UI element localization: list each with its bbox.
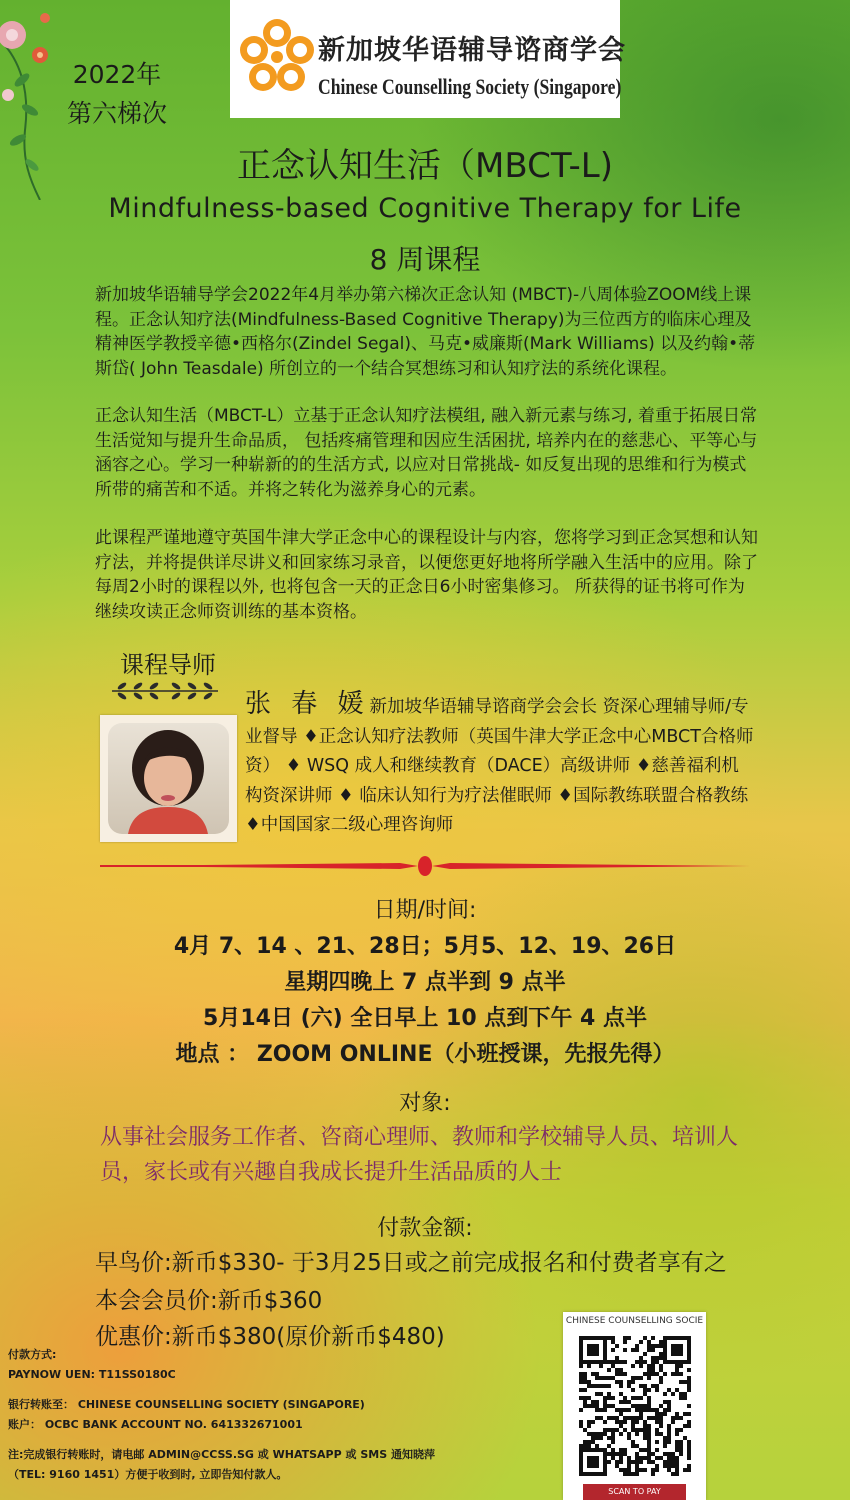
early-bird-fee: 早鸟价:新币$330- 于3月25日或之前完成报名和付费者享有之 <box>95 1250 727 1276</box>
batch-line: 第六梯次 <box>66 99 167 128</box>
bank-transfer-to: 银行转账至： CHINESE COUNSELLING SOCIETY (SINGAPORE) <box>8 1398 365 1411</box>
payment-note-contact: （TEL: 9160 1451）方便于收到时, 立即告知付款人。 <box>8 1468 288 1481</box>
tutor-portrait <box>108 723 229 834</box>
tutor-bio <box>245 690 755 841</box>
paynow-uen: PAYNOW UEN: T11SS0180C <box>8 1368 176 1381</box>
scan-to-pay-button[interactable]: SCAN TO PAY <box>583 1484 686 1500</box>
flower-logo-icon <box>240 12 314 102</box>
society-logo <box>230 0 626 118</box>
paynow-qr-card[interactable] <box>563 1312 706 1500</box>
payment-note: 注:完成银行转账时，请电邮 ADMIN@CCSS.SG 或 WHATSAPP 或 SMS 通知晓萍 <box>8 1448 435 1461</box>
schedule-full-day: 5月14日 (六) 全日早上 10 点到下午 4 点半 <box>203 1006 647 1031</box>
discount-fee: 优惠价:新币$380(原价新币$480) <box>95 1324 445 1350</box>
audience-text: 从事社会服务工作者、咨商心理师、教师和学校辅导人员、培训人员，家长或有兴趣自我成长提升生活品质的人士 <box>100 1125 739 1185</box>
member-fee: 本会会员价:新币$360 <box>95 1288 323 1314</box>
intro-paragraph: 新加坡华语辅导学会2022年4月举办第六梯次正念认知 (MBCT)-八周体验ZOOM线上课程。正念认知疗法(Mindfulness-Based Cognitive Therapy)为三位西方的临床心理及精神医学教授辛德•西格尔(Zindel Segal)、马克•威廉斯(Mark Williams) 以及约翰•蒂斯岱( John Teasdale) 所创立的一个结合冥想练习和认知疗法的系统化课程。 <box>95 285 756 379</box>
laurel-ornament-icon <box>110 680 220 702</box>
payment-method-label: 付款方式: <box>8 1348 57 1361</box>
mbctl-paragraph: 正念认知生活（MBCT-L）立基于正念认知疗法模组, 融入新元素与练习, 着重于拓展日常生活觉知与提升生命品质， 包括疼痛管理和因应生活困扰, 培养内在的慈悲心、平等心与涵容之心。学习一种崭新的的生活方式, 以应对日常挑战- 如反复出现的思维和行为模式所带的痛苦和不适。并将之转化为滋养身心的元素。 <box>95 406 758 500</box>
bank-account: 账户： OCBC BANK ACCOUNT NO. 641332671001 <box>8 1418 303 1431</box>
logo-chinese-name: 新加坡华语辅导谘商学会 <box>318 35 626 66</box>
qr-title: CHINESE COUNSELLING SOCIE <box>565 1316 704 1326</box>
schedule-heading: 日期/时间: <box>373 898 477 923</box>
course-title-english: Mindfulness-based Cognitive Therapy for Life <box>108 193 742 224</box>
qr-code-icon[interactable] <box>579 1336 691 1476</box>
schedule-dates: 4月 7、14 、21、28日；5月5、12、19、26日 <box>173 934 677 959</box>
schedule-venue: 地点 ： ZOOM ONLINE（小班授课，先报先得） <box>175 1042 675 1067</box>
audience-heading: 对象: <box>399 1091 451 1116</box>
tutor-photo <box>100 715 237 842</box>
tutor-name: 张 春 媛 <box>245 689 370 719</box>
logo-english-name: Chinese Counselling Society (Singapore) <box>318 74 622 99</box>
fees-heading: 付款金额: <box>377 1216 473 1241</box>
course-title-chinese: 正念认知生活（MBCT-L) <box>237 146 613 186</box>
portrait-icon <box>108 723 229 834</box>
year-line: 2022年 <box>72 60 162 89</box>
course-duration: 8 周课程 <box>369 243 481 276</box>
tutor-heading: 课程导师 <box>120 651 216 679</box>
red-divider <box>100 851 750 881</box>
tutor-credentials: 新加坡华语辅导谘商学会会长 资深心理辅导师/专业督导 ♦正念认知疗法教师（英国牛津大学正念中心MBCT合格师资） ♦ WSQ 成人和继续教育（DACE）高级讲师 ♦慈善福利机构资深讲师 ♦ 临床认知行为疗法催眠师 ♦国际教练联盟合格教练 ♦中国国家二级心理咨询师 <box>245 697 754 835</box>
schedule-time: 星期四晚上 7 点半到 9 点半 <box>284 970 566 995</box>
curriculum-paragraph: 此课程严谨地遵守英国牛津大学正念中心的课程设计与内容，您将学习到正念冥想和认知疗法，并将提供详尽讲义和回家练习录音，以便您更好地将所学融入生活中的应用。除了每周2小时的课程以外, 也将包含一天的正念日6小时密集修习。 所获得的证书将可作为继续攻读正念师资训练的基本资格。 <box>95 528 758 622</box>
year-label <box>62 55 172 133</box>
